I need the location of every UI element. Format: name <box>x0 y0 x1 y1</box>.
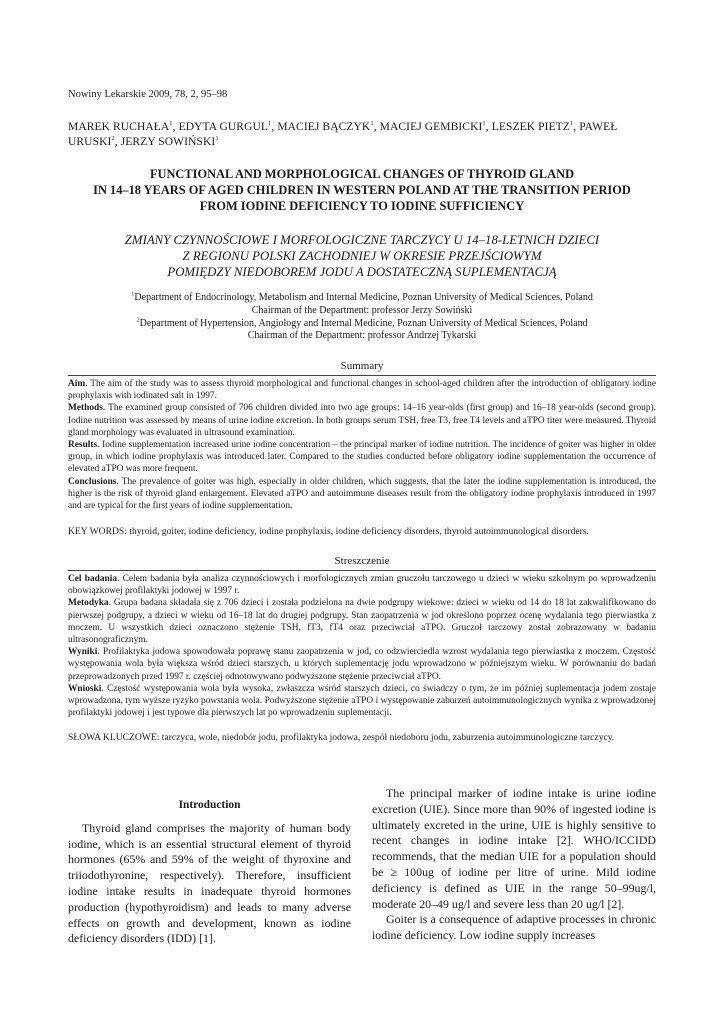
title-polish <box>68 232 656 280</box>
title-english <box>68 166 656 214</box>
affiliation-chair: Chairman of the Department: professor Andrzej Tykarski <box>247 330 477 342</box>
streszczenie-wnioski: Wnioski. Częstość występowania wola była wysoka, zwłaszcza wśród starszych dzieci, co świadczy o tym, że im później suplementacja jodem zostaje wprowadzona, tym wyższe ryzyko powstania wola. Podwyższone stężenie aTPO i występowanie zaburzeń autoimmunologicznych wynika z wprowadzonej profilaktyki jodowej i jest typowe dla pierwszych lat po wprowadzeniu suplementacji. <box>68 683 656 719</box>
summary-results: Results. Iodine supplementation increased urine iodine concentration – the principal marker of iodine nutrition. The incidence of goiter was higher in older group, in which iodine prophylaxis was introduced later. Compared to the studies conducted before obligatory iodine supplementation the occurrence of elevated aTPO was more frequent. <box>68 440 656 475</box>
introduction-heading: Introduction <box>178 799 241 811</box>
author: MAREK RUCHAŁA$^1$, <box>68 120 179 133</box>
author: LESZEK PIETZ$^1$, <box>491 120 580 133</box>
summary-body <box>68 378 656 512</box>
author: MACIEJ GEMBICKI$^1$, <box>379 120 492 133</box>
summary-methods: Methods. The examined group consisted of 706 children divided into two age groups: 14–16 year-olds (first group) and 16–18 year-olds (second group). Iodine nutrition was assessed by means of urine iodine excretion. In both groups serum TSH, free T3, free T4 levels and aTPO titer were measured. Thyroid gland morphology was evaluated in ultrasound examination. <box>68 403 656 438</box>
title-line: IN 14–18 YEARS OF AGED CHILDREN IN WESTERN POLAND AT THE TRANSITION PERIOD <box>93 183 631 197</box>
body-paragraph: The principal marker of iodine intake is urine iodine excretion (UIE). Since more than 90% of ingested iodine is ultimately excreted in the urine, UIE is highly sensitive to recent changes in iodine intake [2]. WHO/ICCIDD recommends, that the median UIE for a population should be ≥ 100ug of iodine per litre of urine. Mild iodine deficiency is defined as UIE in the range 50–99ug/l, moderate 20–49 ug/l and severe less than 20 ug/l [2]. <box>372 786 656 911</box>
author: JERZY SOWIŃSKI$^1$ <box>120 135 219 148</box>
author: MACIEJ BĄCZYK$^1$, <box>277 120 380 133</box>
author-list <box>68 120 656 150</box>
title-line: ZMIANY CZYNNOŚCIOWE I MORFOLOGICZNE TARCZYCY U 14–18-LETNICH DZIECI <box>124 233 600 247</box>
streszczenie-heading: Streszczenie <box>334 555 390 567</box>
summary-heading: Summary <box>340 360 384 372</box>
divider <box>68 375 656 376</box>
keywords-polish: SŁOWA KLUCZOWE: tarczyca, wole, niedobór jodu, profilaktyka jodowa, zespół niedoboru jodu, zaburzenia autoimmunologiczne tarczycy. <box>68 732 615 743</box>
affiliations <box>68 292 656 343</box>
body-column-right <box>372 786 656 944</box>
body-paragraph: Goiter is a consequence of adaptive processes in chronic iodine deficiency. Low iodine supply increases <box>372 912 656 943</box>
journal-reference: Nowiny Lekarskie 2009, 78, 2, 95–98 <box>68 89 228 100</box>
streszczenie-cel: Cel badania. Celem badania była analiza czynnościowych i morfologicznych zmian gruczołu tarczowego u dzieci w wieku szkolnym po wprowadzeniu obowiązkowej profilaktyki jodowej w 1997 r. <box>68 574 656 597</box>
body-column-left <box>68 775 351 947</box>
streszczenie-metodyka: Metodyka. Grupa badana składała się z 706 dzieci i została podzielona na dwie podgrupy wiekowe: dzieci w wieku od 14 do 18 lat zakwalifikowano do pierwszej podgrupy, a dzieci w wieku od 16–18 lat do drugiej podgrupy. Stan zaopatrzenia w jod określono poprzez ocenę wydalania tego pierwiastka z moczem. U wszystkich dzieci oznaczono stężenie TSH, fT3, fT4 oraz przeciwciał aTPO. Gruczoł tarczowy został zobrazowany w badaniu ultrasonograficznym. <box>68 598 656 646</box>
keywords-english: KEY WORDS: thyroid, goiter, iodine deficiency, iodine prophylaxis, iodine deficiency disorders, thyroid autoimmunological disorders. <box>68 526 589 537</box>
streszczenie-body <box>68 573 656 719</box>
title-line: FROM IODINE DEFICIENCY TO IODINE SUFFICIENCY <box>199 199 525 213</box>
affiliation-dept: $^1$Department of Endocrinology, Metabolism and Internal Medicine, Poznan University of Medical Sciences, Poland <box>131 290 593 303</box>
affiliation-chair: Chairman of the Department: professor Jerzy Sowiński <box>251 304 473 316</box>
summary-aim: Aim. The aim of the study was to assess thyroid morphological and functional changes in school-aged children after the introduction of obligatory iodine prophylaxis with iodinated salt in 1997. <box>68 379 656 402</box>
streszczenie-wyniki: Wyniki. Profilaktyka jodowa spowodowała poprawę stanu zaopatrzenia w jod, co odzwierciedla wzrost wydalania tego pierwiastka z moczem. Częstość występowania wola była większa wśród dzieci starszych, u których suplementację jodu wprowadzono w późniejszym wieku. W porównaniu do badań przeprowadzonych przed 1997 r. częściej odnotowywano podwyższone stężenie przeciwciał aTPO. <box>68 647 656 682</box>
title-line: POMIĘDZY NIEDOBOREM JODU A DOSTATECZNĄ SUPLEMENTACJĄ <box>167 265 557 279</box>
author: PAWEŁ URUSKI$^2$, <box>68 121 618 148</box>
divider <box>68 570 656 571</box>
author: EDYTA GURGUL$^1$, <box>178 120 278 133</box>
affiliation-dept: $^2$Department of Hypertension, Angiology and Internal Medicine, Poznan University of Medical Sciences, Poland <box>136 316 588 329</box>
title-line: Z REGIONU POLSKI ZACHODNIEJ W OKRESIE PRZEJŚCIOWYM <box>182 249 542 263</box>
summary-conclusions: Conclusions. The prevalence of goiter was high, especially in older children, which suggests, that the later the iodine supplementation is introduced, the higher is the risk of thyroid gland enlargement. Elevated aTPO and autoimmune diseases result from the obligatory iodine prophylaxis introduced in 1997 and are typical for the first years of iodine supplementation. <box>68 476 656 512</box>
title-line: FUNCTIONAL AND MORPHOLOGICAL CHANGES OF THYROID GLAND <box>149 167 575 181</box>
body-paragraph: Thyroid gland comprises the majority of human body iodine, which is an essential structural element of thyroid hormones (65% and 59% of the weight of thyroxine and triiodothyronine, respectively). Therefore, insufficient iodine intake results in inadequate thyroid hormones production (hypothyroidism) and leads to many adverse effects on growth and development, known as iodine deficiency disorders (IDD) [1]. <box>68 820 351 946</box>
